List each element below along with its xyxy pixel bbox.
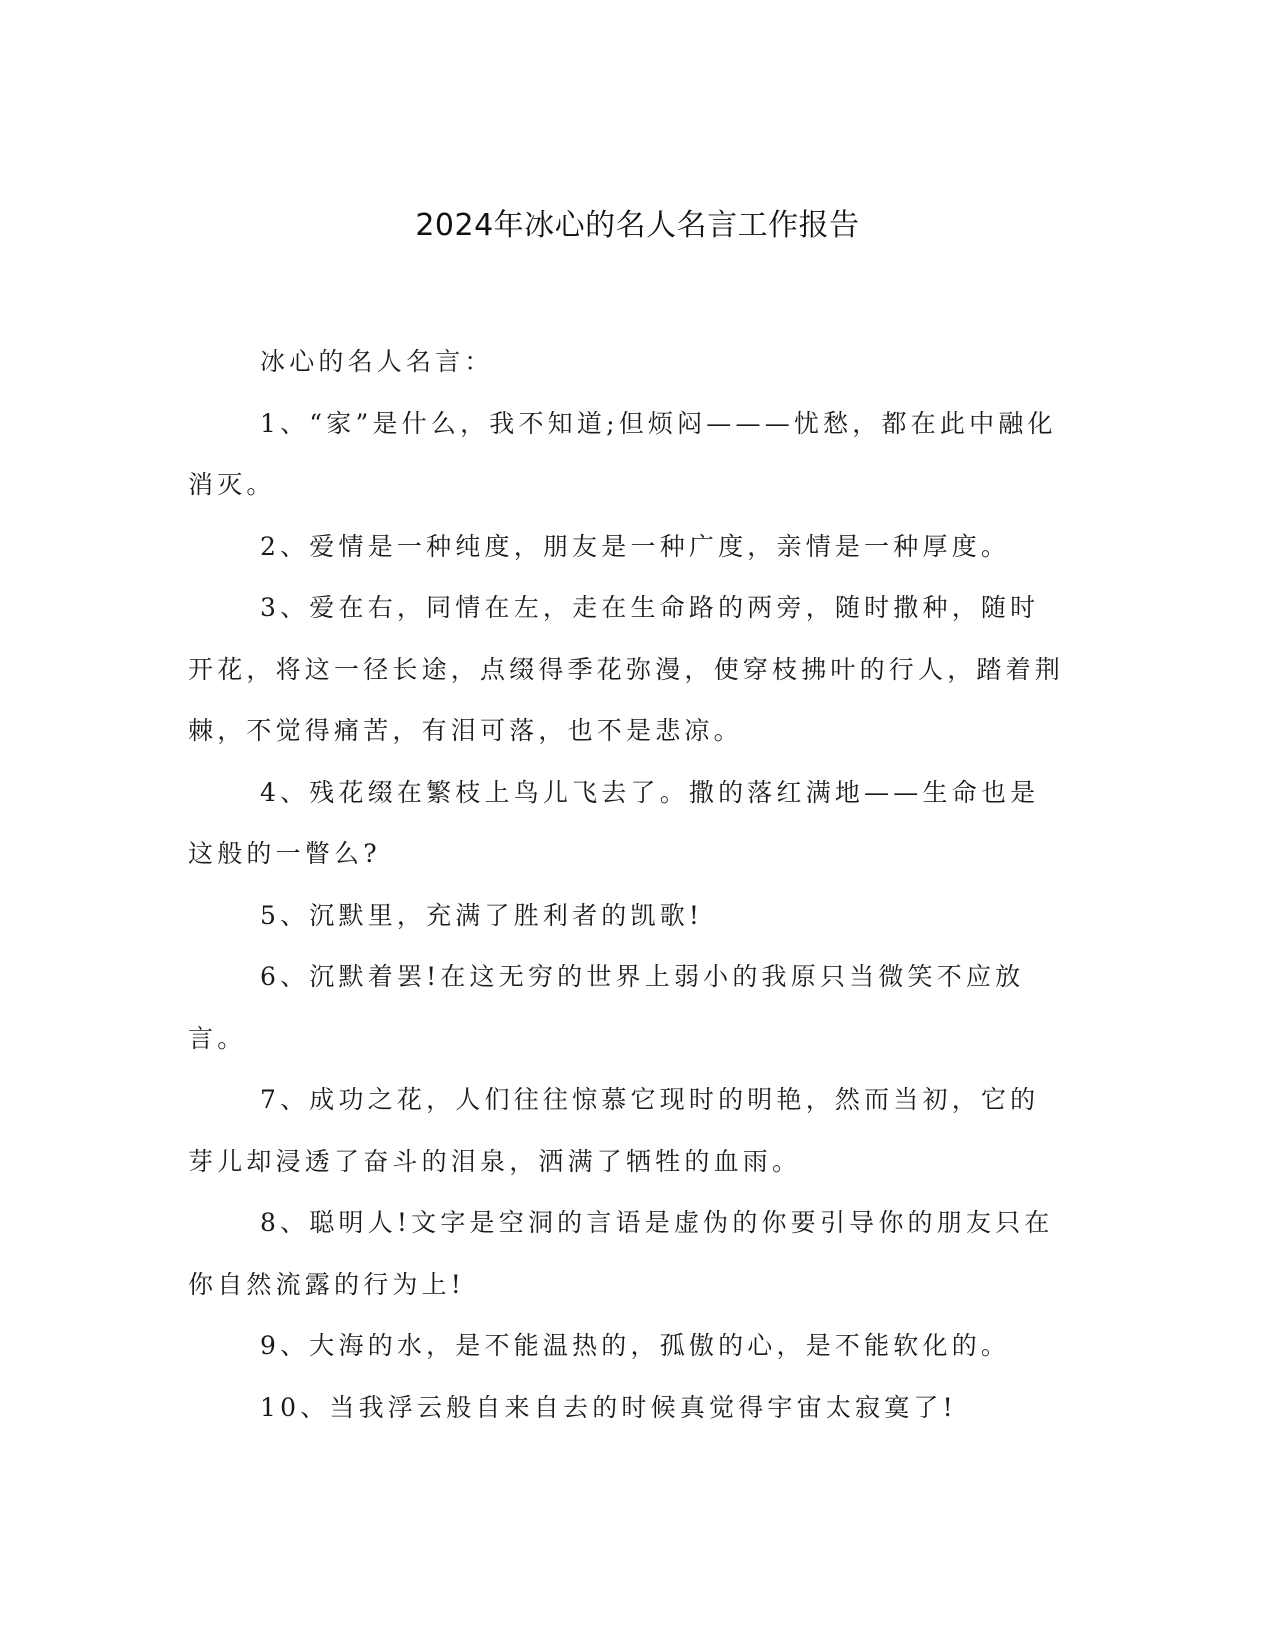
- quote-paragraph-8: 8、聪明人!文字是空洞的言语是虚伪的你要引导你的朋友只在你自然流露的行为上!: [188, 1208, 1054, 1299]
- quote-paragraph-4: 4、残花缀在繁枝上鸟儿飞去了。撒的落红满地——生命也是这般的一瞥么?: [188, 777, 1040, 868]
- quote-paragraph-3: 3、爱在右，同情在左，走在生命路的两旁，随时撒种，随时开花，将这一径长途，点缀得季花弥漫，使穿枝拂叶的行人，踏着荆棘，不觉得痛苦，有泪可落，也不是悲凉。: [188, 593, 1065, 745]
- quote-paragraph-2: 2、爱情是一种纯度，朋友是一种广度，亲情是一种厚度。: [260, 531, 1011, 561]
- quote-paragraph-10: 10、当我浮云般自来自去的时候真觉得宇宙太寂寞了!: [260, 1392, 957, 1422]
- quote-paragraph-1: 1、“家”是什么，我不知道;但烦闷———忧愁，都在此中融化消灭。: [188, 408, 1057, 499]
- document-title: 2024年冰心的名人名言工作报告: [415, 208, 860, 243]
- quote-paragraph-5: 5、沉默里，充满了胜利者的凯歌!: [260, 900, 704, 930]
- quote-paragraph-9: 9、大海的水，是不能温热的，孤傲的心，是不能软化的。: [260, 1331, 1011, 1360]
- quote-paragraph-7: 7、成功之花，人们往往惊慕它现时的明艳，然而当初，它的芽儿却浸透了奋斗的泪泉，洒满了牺牲的血雨。: [188, 1085, 1040, 1176]
- quote-paragraph-6: 6、沉默着罢!在这无穷的世界上弱小的我原只当微笑不应放言。: [188, 962, 1025, 1053]
- document-body: [188, 331, 1068, 1438]
- intro-paragraph: 冰心的名人名言：: [260, 347, 494, 376]
